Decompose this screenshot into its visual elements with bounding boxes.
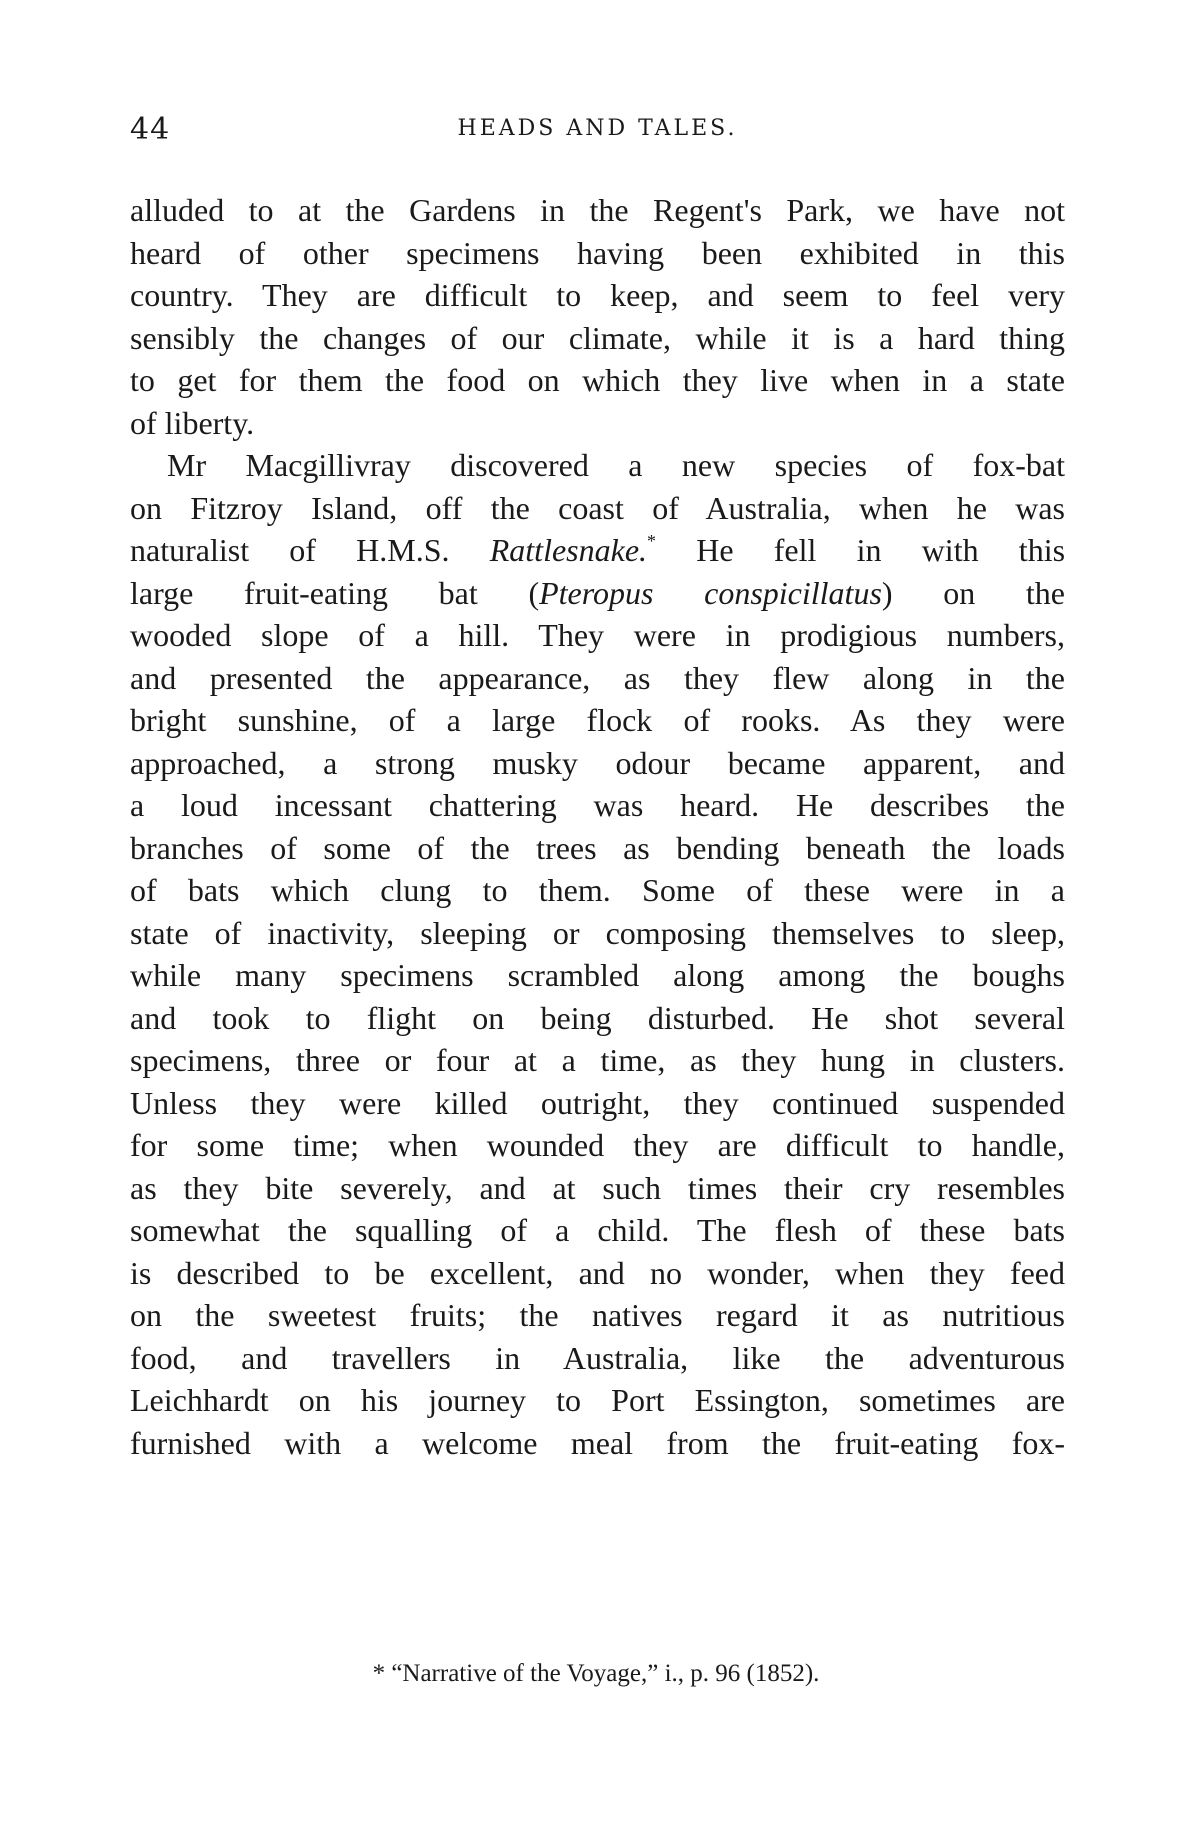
text-fragment: large fruit-eating bat (: [130, 574, 540, 611]
body-text: [130, 189, 1065, 1464]
text-line: of liberty.: [130, 404, 255, 441]
running-head: [130, 112, 1065, 152]
text-line: heard of other specimens having been exhibited in this: [130, 234, 1065, 271]
text-line: for some time; when wounded they are difficult to handle,: [130, 1127, 1065, 1163]
text-line: state of inactivity, sleeping or composing themselves to sleep,: [130, 914, 1065, 951]
text-line: is described to be excellent, and no wonder, when they feed: [130, 1254, 1065, 1291]
footnote: * “Narrative of the Voyage,” i., p. 96 (1852).: [372, 1660, 820, 1687]
ship-name: Rattlesnake.: [489, 532, 648, 568]
text-line: as they bite severely, and at such times their cry resembles: [130, 1169, 1065, 1206]
text-line: on Fitzroy Island, off the coast of Australia, when he was: [130, 489, 1065, 526]
text-line: a loud incessant chattering was heard. He describes the: [130, 787, 1065, 823]
text-line: bright sunshine, of a large flock of rooks. As they were: [130, 702, 1065, 738]
text-line-with-ship-name: [130, 529, 1065, 572]
text-line: Leichhardt on his journey to Port Essington, sometimes are: [130, 1382, 1065, 1418]
text-line: and took to flight on being disturbed. He shot several: [130, 999, 1065, 1036]
text-line: Unless they were killed outright, they continued suspended: [130, 1084, 1065, 1121]
text-line: of bats which clung to them. Some of these were in a: [130, 872, 1065, 908]
footnote-marker: *: [647, 531, 657, 551]
text-line: branches of some of the trees as bending beneath the loads: [130, 829, 1065, 866]
text-line-with-species-name: [130, 572, 1065, 615]
paragraph-2: [130, 444, 1065, 1464]
text-line: food, and travellers in Australia, like the adventurous: [130, 1339, 1065, 1376]
text-line: wooded slope of a hill. They were in prodigious numbers,: [130, 617, 1065, 653]
text-line: somewhat the squalling of a child. The flesh of these bats: [130, 1212, 1065, 1248]
text-line: alluded to at the Gardens in the Regent's Park, we have not: [130, 192, 1065, 228]
text-fragment: ) on the: [881, 574, 1066, 611]
text-fragment: He fell in with this: [696, 532, 1066, 568]
text-line: to get for them the food on which they live when in a state: [130, 362, 1065, 398]
text-line: approached, a strong musky odour became apparent, and: [130, 744, 1065, 781]
paragraph-1: [130, 189, 1065, 444]
text-line: and presented the appearance, as they flew along in the: [130, 659, 1065, 696]
text-line: country. They are difficult to keep, and seem to feel very: [130, 277, 1065, 313]
text-line: specimens, three or four at a time, as they hung in clusters.: [130, 1042, 1065, 1078]
text-fragment: naturalist of H.M.S.: [130, 532, 450, 568]
text-line: while many specimens scrambled along among the boughs: [130, 957, 1065, 993]
page-number: 44: [130, 112, 171, 147]
text-line: Mr Macgillivray discovered a new species of fox-bat: [167, 447, 1065, 483]
text-line: sensibly the changes of our climate, while it is a hard thing: [130, 319, 1065, 356]
running-title: HEADS AND TALES.: [457, 116, 738, 141]
text-line: furnished with a welcome meal from the fruit-eating fox-: [130, 1424, 1065, 1461]
text-line: on the sweetest fruits; the natives regard it as nutritious: [130, 1297, 1065, 1333]
paragraph-2-continued: [130, 614, 1065, 1464]
species-name: Pteropus conspicillatus: [539, 574, 882, 611]
